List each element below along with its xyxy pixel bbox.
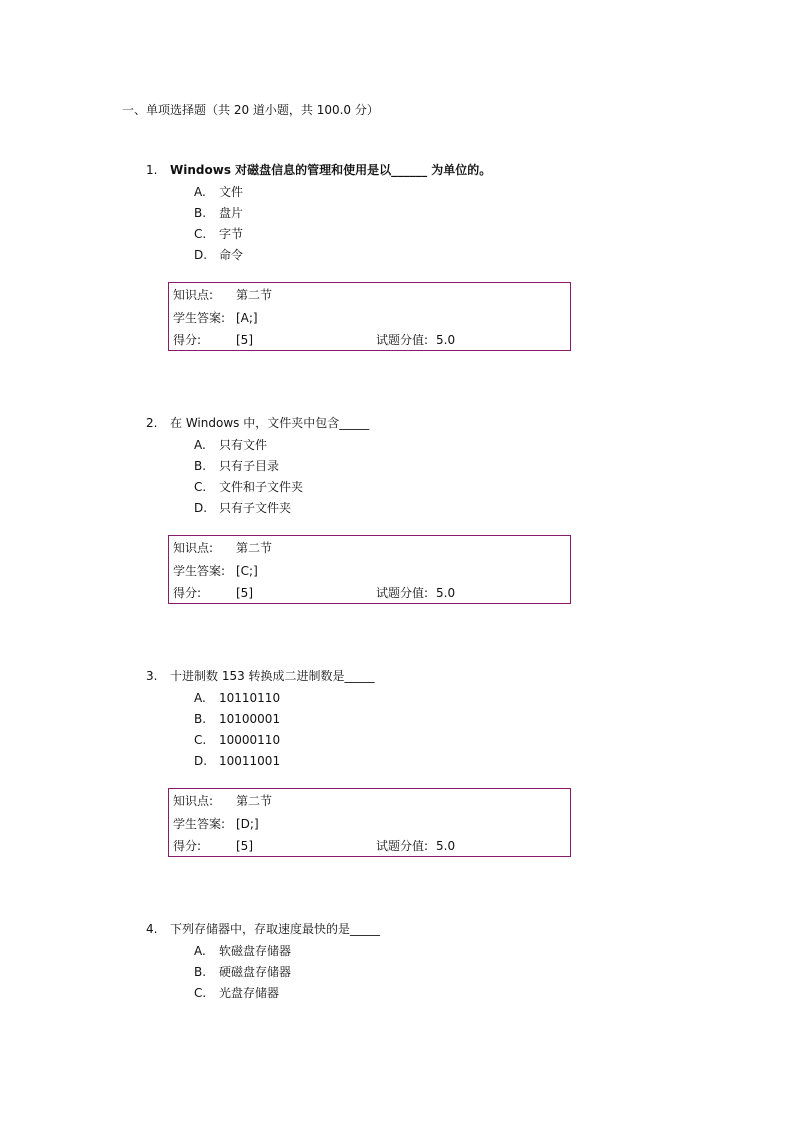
score-label: 得分:	[173, 586, 202, 600]
question-text: 下列存储器中，存取速度最快的是_____	[170, 922, 381, 936]
question-number: 2.	[146, 416, 158, 430]
knowledge-label: 知识点:	[173, 794, 214, 808]
question-text: 在 Windows 中，文件夹中包含_____	[170, 416, 370, 430]
question-text: 十进制数 153 转换成二进制数是_____	[170, 669, 375, 683]
question-3	[146, 667, 586, 853]
question-4	[146, 920, 586, 1000]
full-score-value: 5.0	[436, 333, 456, 347]
option-text: 硬磁盘存储器	[219, 965, 292, 979]
score-value: [5]	[236, 586, 253, 600]
option-text: 文件和子文件夹	[219, 480, 304, 494]
option-text: 10100001	[219, 712, 281, 726]
knowledge-value: 第二节	[236, 541, 273, 555]
full-score-value: 5.0	[436, 839, 456, 853]
question-1	[146, 161, 586, 347]
option-text: 光盘存储器	[219, 986, 280, 1000]
answer-label: 学生答案:	[173, 311, 226, 325]
option-letter: A.	[194, 185, 206, 199]
score-value: [5]	[236, 333, 253, 347]
option-letter: C.	[194, 986, 207, 1000]
full-score-label: 试题分值:	[376, 586, 429, 600]
option-letter: A.	[194, 691, 206, 705]
knowledge-label: 知识点:	[173, 541, 214, 555]
answer-info-box	[168, 282, 571, 351]
option-text: 只有子文件夹	[219, 501, 292, 515]
full-score-value: 5.0	[436, 586, 456, 600]
option-letter: C.	[194, 227, 207, 241]
answer-info-box	[168, 535, 571, 604]
answer-value: [C;]	[236, 564, 258, 578]
option-text: 命令	[219, 248, 244, 262]
option-letter: D.	[194, 248, 208, 262]
option-letter: C.	[194, 480, 207, 494]
option-letter: C.	[194, 733, 207, 747]
answer-value: [A;]	[236, 311, 258, 325]
option-text: 只有子目录	[219, 459, 280, 473]
question-number: 3.	[146, 669, 158, 683]
option-letter: B.	[194, 712, 207, 726]
full-score-label: 试题分值:	[376, 839, 429, 853]
question-number: 4.	[146, 922, 158, 936]
option-text: 文件	[219, 185, 244, 199]
option-text: 盘片	[219, 206, 244, 220]
option-text: 软磁盘存储器	[219, 944, 292, 958]
option-letter: D.	[194, 754, 208, 768]
option-letter: B.	[194, 206, 207, 220]
answer-label: 学生答案:	[173, 564, 226, 578]
option-text: 10110110	[219, 691, 281, 705]
score-label: 得分:	[173, 333, 202, 347]
option-letter: B.	[194, 965, 207, 979]
option-text: 10011001	[219, 754, 281, 768]
question-number: 1.	[146, 163, 158, 177]
full-score-label: 试题分值:	[376, 333, 429, 347]
section-title: 一、单项选择题（共 20 道小题，共 100.0 分）	[122, 103, 379, 117]
knowledge-value: 第二节	[236, 794, 273, 808]
option-letter: A.	[194, 944, 206, 958]
knowledge-value: 第二节	[236, 288, 273, 302]
question-text: Windows 对磁盘信息的管理和使用是以______ 为单位的。	[170, 163, 492, 177]
option-text: 10000110	[219, 733, 281, 747]
knowledge-label: 知识点:	[173, 288, 214, 302]
score-label: 得分:	[173, 839, 202, 853]
answer-label: 学生答案:	[173, 817, 226, 831]
option-letter: B.	[194, 459, 207, 473]
score-value: [5]	[236, 839, 253, 853]
answer-info-box	[168, 788, 571, 857]
option-letter: A.	[194, 438, 206, 452]
option-letter: D.	[194, 501, 208, 515]
answer-value: [D;]	[236, 817, 259, 831]
option-text: 字节	[219, 227, 244, 241]
question-2	[146, 414, 586, 600]
option-text: 只有文件	[219, 438, 268, 452]
